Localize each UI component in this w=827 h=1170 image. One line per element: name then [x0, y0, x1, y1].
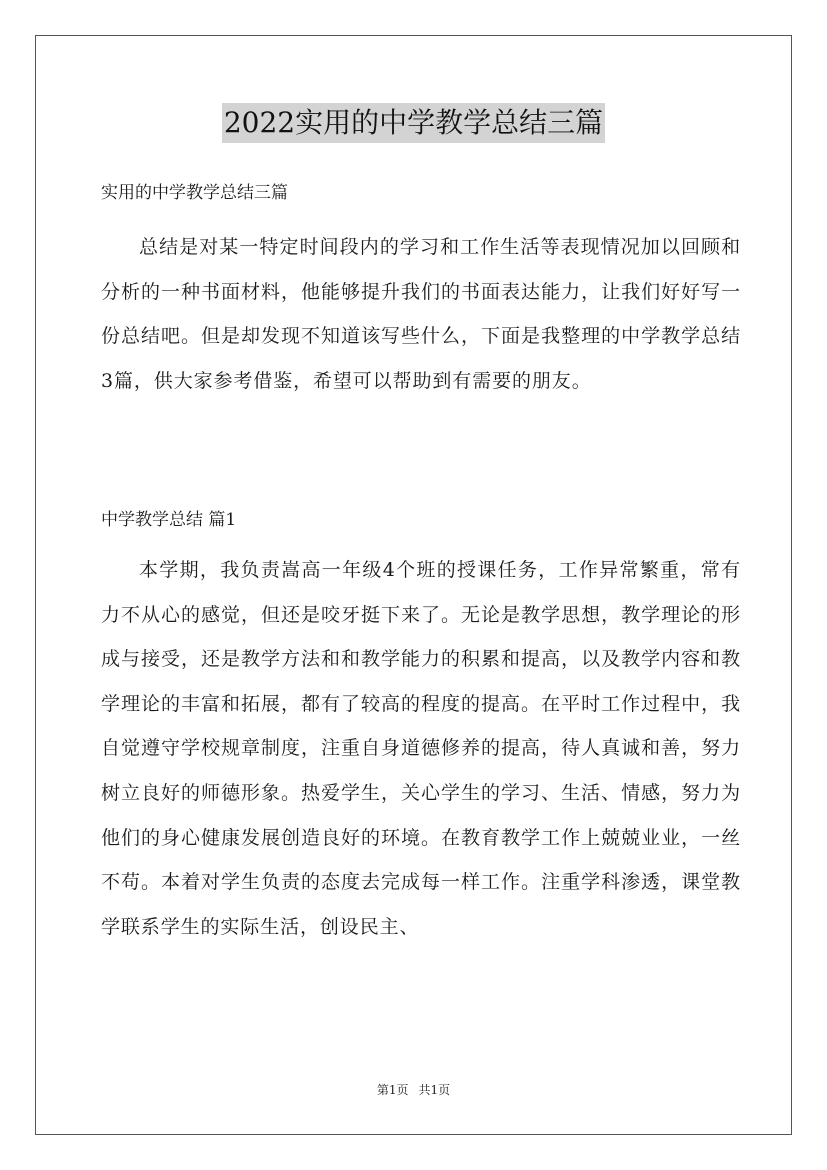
section-heading: 中学教学总结 篇1 — [101, 510, 237, 530]
page-footer — [0, 1082, 827, 1098]
document-subtitle: 实用的中学教学总结三篇 — [101, 183, 288, 203]
page-number: 第1页 — [376, 1083, 409, 1097]
page-total: 共1页 — [418, 1083, 451, 1097]
body-paragraph: 本学期，我负责嵩高一年级4个班的授课任务，工作异常繁重，常有力不从心的感觉，但还是咬牙挺下来了。无论是教学思想，教学理论的形成与接受，还是教学方法和和教学能力的积累和提高，以及教学内容和教学理论的丰富和拓展，都有了较高的程度的提高。在平时工作过程中，我自觉遵守学校规章制度，注重自身道德修养的提高，待人真诚和善，努力树立良好的师德形象。热爱学生，关心学生的学习、生活、情感，努力为他们的身心健康发展创造良好的环境。在教育教学工作上兢兢业业，一丝不苟。本着对学生负责的态度去完成每一样工作。注重学科渗透，课堂教学联系学生的实际生活，创设民主、 — [101, 559, 741, 938]
document-title: 2022实用的中学教学总结三篇 — [222, 103, 605, 143]
title-container — [0, 103, 827, 143]
intro-paragraph: 总结是对某一特定时间段内的学习和工作生活等表现情况加以回顾和分析的一种书面材料，他能够提升我们的书面表达能力，让我们好好写一份总结吧。但是却发现不知道该写些什么，下面是我整理的中学教学总结3篇，供大家参考借鉴，希望可以帮助到有需要的朋友。 — [101, 236, 741, 392]
